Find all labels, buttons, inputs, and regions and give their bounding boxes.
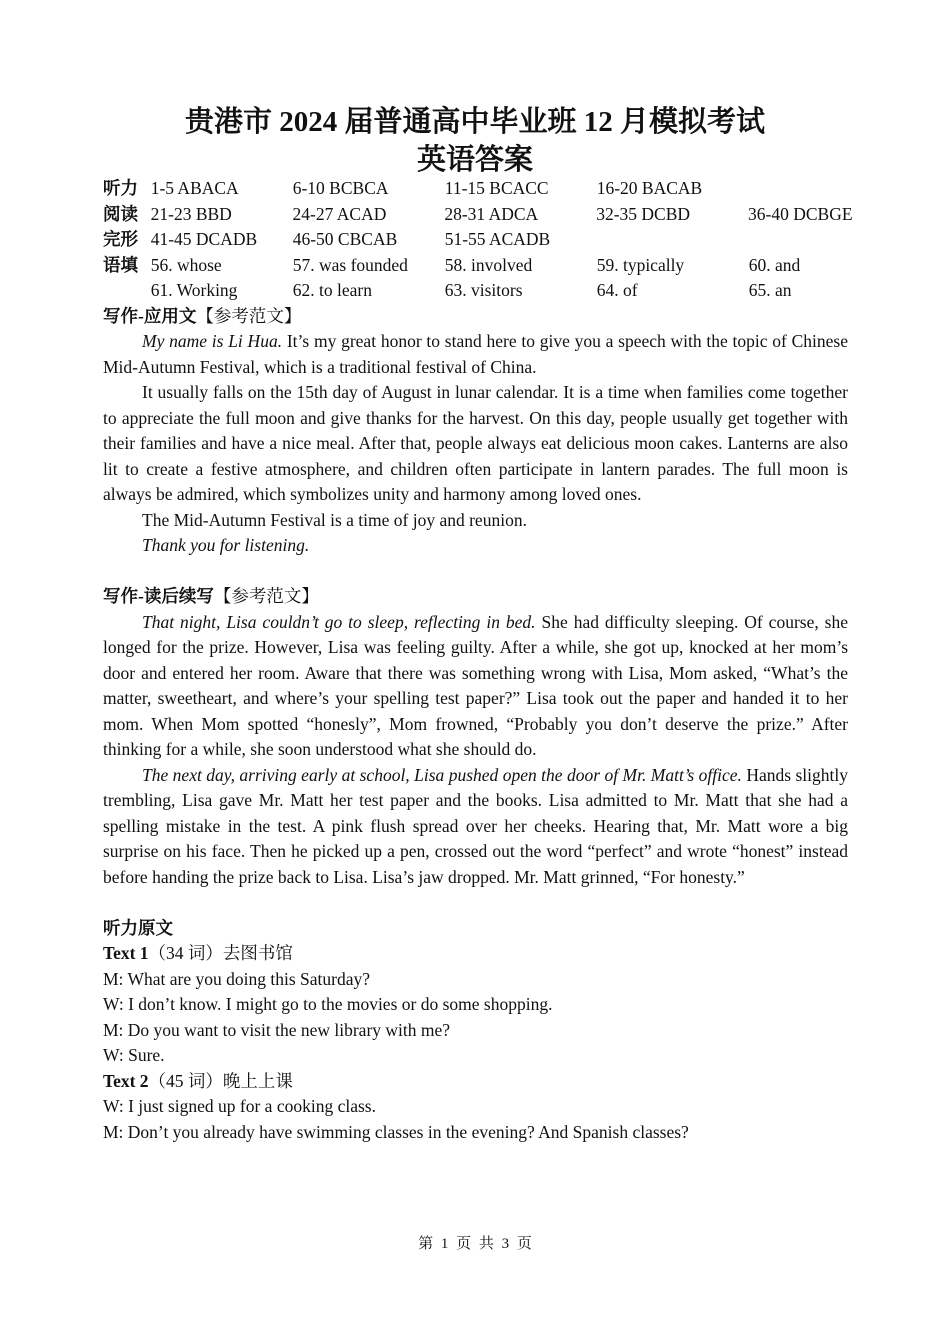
answer-row (103, 202, 853, 228)
writing1-p1-text: It’s my great honor to stand here to give you a speech with the topic of Chinese Mid-Autumn Festival, which is a traditional festival of China. (103, 331, 848, 377)
content-area (103, 176, 853, 1145)
writing2-title: 写作-读后续写 (103, 586, 214, 606)
writing1-p1-italic: My name is Li Hua. (142, 331, 283, 351)
answer-cell: 24-27 ACAD (292, 203, 387, 224)
answer-cell: 56. whose (150, 254, 222, 275)
answer-cell: 21-23 BBD (150, 203, 232, 224)
writing1-paragraph: It usually falls on the 15th day of August in lunar calendar. It is a time when families come together to appreciate the full moon and give thanks for the harvest. On this day, people usually get together with their families and have a nice meal. After that, people always eat delicious moon cakes. Lanterns are also lit to create a festive atmosphere, and children often participate in lantern parades. The full moon is always be admired, which symbolizes unity and harmony among loved ones. (103, 382, 848, 504)
spacer (103, 559, 848, 585)
answer-cell: 57. was founded (292, 254, 408, 275)
answer-cell: 60. and (748, 254, 801, 275)
writing1-paragraph (103, 329, 848, 380)
answer-cell (597, 227, 749, 253)
dialogue-line: M: Don’t you already have swimming classes in the evening? And Spanish classes? (103, 1121, 689, 1142)
answer-row (103, 253, 848, 279)
writing2-p1-text: She had difficulty sleeping. Of course, she longed for the prize. However, Lisa was feeling guilty. After a while, she got up, knocked at her mom’s door and entered her room. Aware that there was something wrong with Lisa, Mom asked, “What’s the matter, sweetheart, and where’s your spelling test paper?” Lisa took out the paper and handed it to her mom. When Mom spotted “honesly”, Mom frowned, “Probably you don’t deserve the prize.” After thinking for a while, she soon understood what she should do. (103, 611, 849, 759)
answer-cell: 62. to learn (292, 280, 372, 300)
exam-title: 贵港市 2024 届普通高中毕业班 12 月模拟考试 (184, 106, 765, 138)
answer-cell: 36-40 DCBGE (748, 203, 853, 224)
answer-cell (749, 176, 848, 202)
page-footer: 第 1 页 共 3 页 (418, 1236, 532, 1252)
writing2-paragraph (103, 763, 848, 891)
answer-cell: 65. an (748, 280, 792, 300)
writing1-title: 写作-应用文 (103, 305, 197, 326)
answer-cell: 6-10 BCBCA (292, 178, 389, 198)
answer-cell (749, 227, 848, 253)
answer-cell: 11-15 BCACC (444, 178, 549, 198)
answer-cell: 41-45 DCADB (150, 229, 258, 249)
answer-key (103, 176, 853, 304)
writing2-p1-italic: That night, Lisa couldn’t go to sleep, reflecting in bed. (142, 611, 536, 632)
answer-cell: 58. involved (444, 254, 533, 275)
writing1-heading (103, 304, 848, 330)
text2-heading (103, 1069, 848, 1095)
writing2-heading (103, 584, 848, 610)
answer-row (103, 278, 848, 304)
dialogue-line: M: What are you doing this Saturday? (103, 968, 370, 989)
answer-label: 阅读 (103, 203, 138, 224)
answer-cell: 61. Working (150, 280, 238, 300)
text2-label: Text 2 (103, 1070, 149, 1091)
answer-cell: 28-31 ADCA (444, 203, 539, 224)
writing1-closing: Thank you for listening. (142, 535, 310, 555)
answer-label: 语填 (103, 254, 138, 275)
dialogue-line: W: Sure. (103, 1045, 165, 1065)
answer-cell: 59. typically (596, 254, 685, 275)
writing1-paragraph: The Mid-Autumn Festival is a time of joy and reunion. (142, 509, 527, 530)
answer-cell: 1-5 ABACA (150, 178, 239, 198)
dialogue-line: W: I just signed up for a cooking class. (103, 1096, 376, 1116)
writing2-p2-text: Hands slightly trembling, Lisa gave Mr. Matt her test paper and the books. Lisa admitted to Mr. Matt that she had a spelling mistake in the test. A pink flush spread over her cheeks. Hearing that, Mr. Matt wore a big surprise on his face. Then he picked up a pen, crossed out the word “perfect” and wrote “honest” instead before handing the prize back to Lisa. Lisa’s jaw dropped. Mr. Matt grinned, “For honesty.” (103, 764, 848, 887)
answer-cell: 32-35 DCBD (596, 203, 691, 224)
exam-subtitle: 英语答案 (416, 144, 533, 176)
writing2-paragraph (103, 610, 848, 763)
answer-row (103, 176, 848, 202)
answer-cell: 16-20 BACAB (596, 178, 703, 198)
text1-info: （34 词）去图书馆 (148, 943, 293, 963)
answer-cell: 46-50 CBCAB (292, 229, 398, 249)
dialogue-line: W: I don’t know. I might go to the movies or do some shopping. (103, 994, 553, 1014)
answer-label: 完形 (103, 229, 138, 249)
answer-label: 听力 (103, 178, 138, 198)
answer-cell: 51-55 ACADB (444, 229, 551, 249)
spacer (103, 890, 848, 916)
writing2-p2-italic: The next day, arriving early at school, Lisa pushed open the door of Mr. Matt’s office. (142, 764, 742, 785)
writing2-bracket: 【参考范文】 (213, 586, 319, 606)
answer-cell: 63. visitors (444, 280, 523, 300)
answer-cell: 64. of (596, 280, 638, 300)
answer-label (103, 278, 151, 304)
text2-info: （45 词）晚上上课 (148, 1070, 293, 1091)
dialogue-line: M: Do you want to visit the new library with me? (103, 1019, 451, 1040)
answer-row (103, 227, 848, 253)
listening-heading: 听力原文 (103, 917, 173, 938)
text1-heading (103, 941, 848, 967)
text1-label: Text 1 (103, 943, 149, 963)
writing1-bracket: 【参考范文】 (196, 305, 302, 326)
